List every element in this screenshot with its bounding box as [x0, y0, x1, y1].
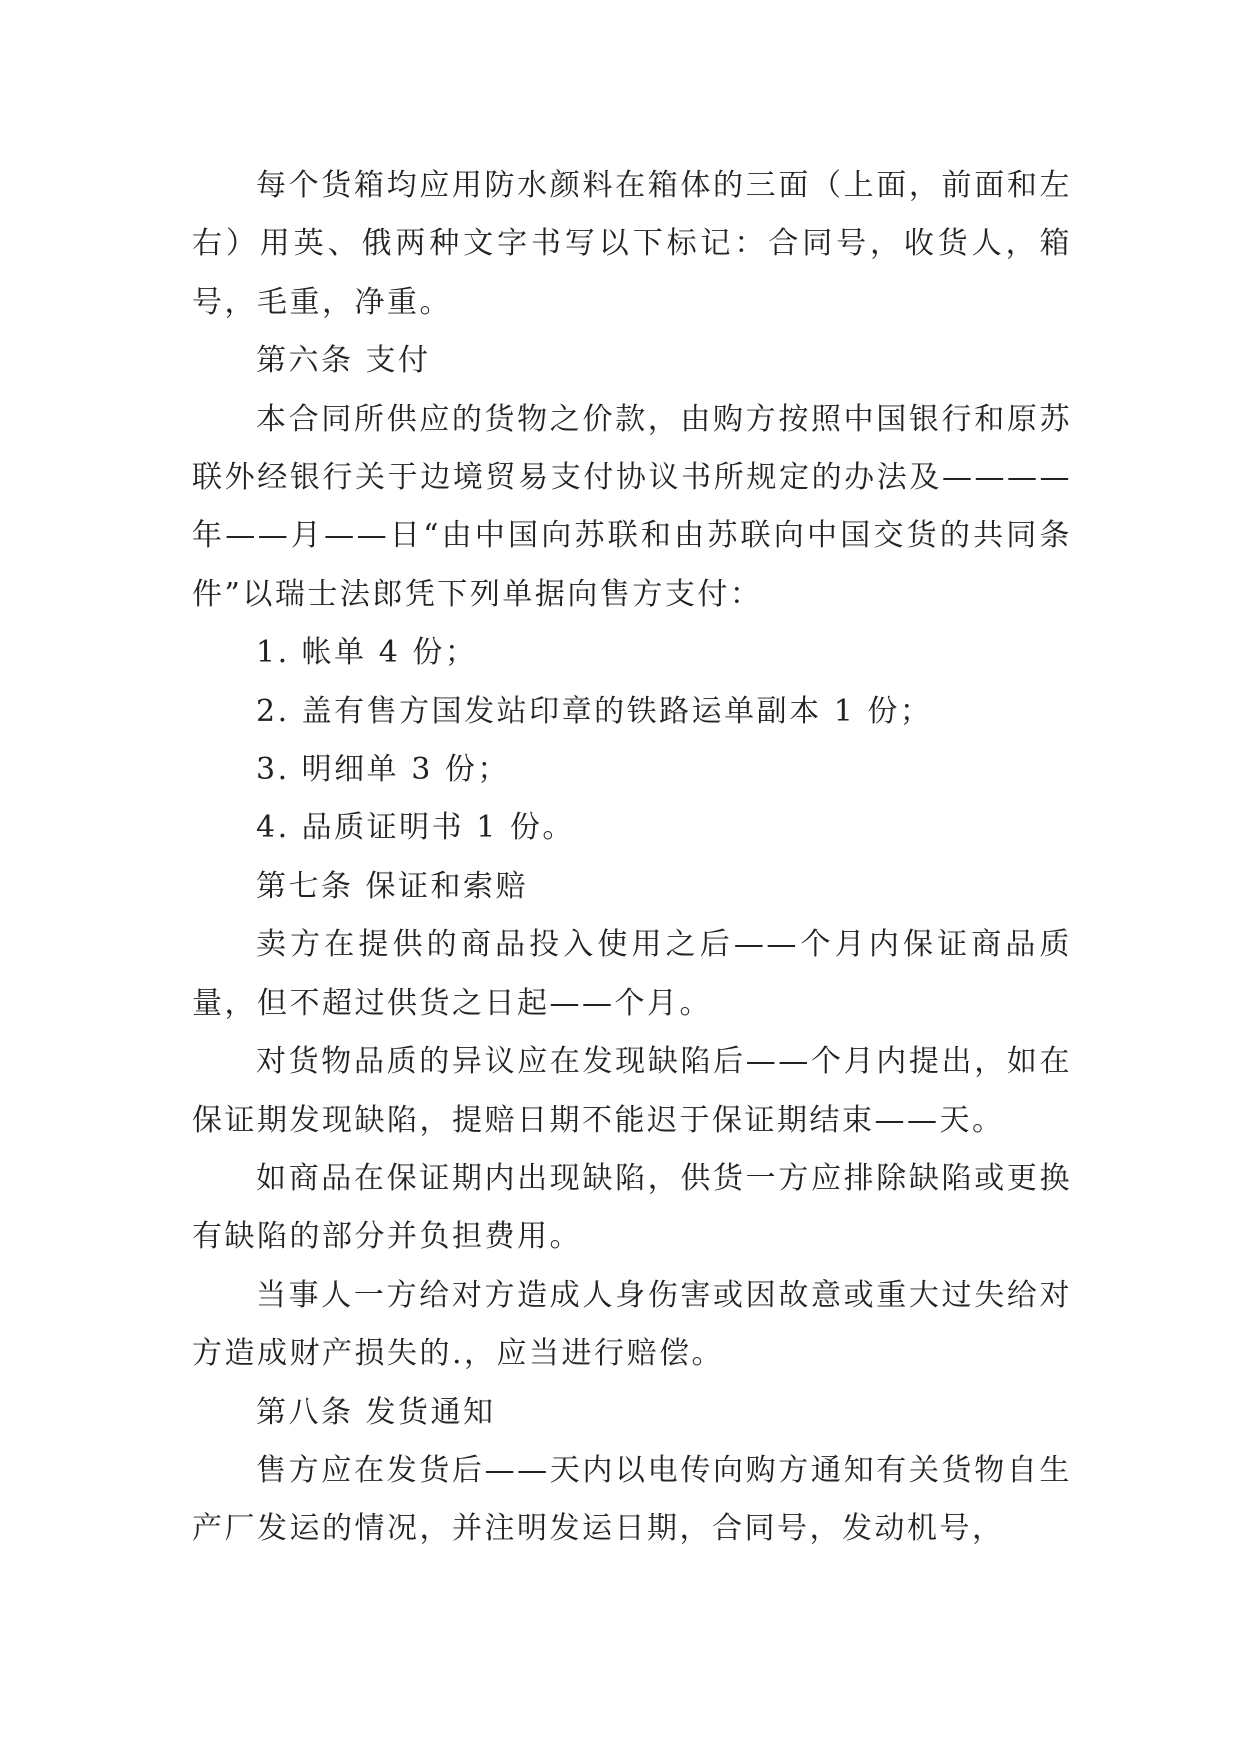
- paragraph-warranty-period: 卖方在提供的商品投入使用之后——个月内保证商品质量，但不超过供货之日起——个月。: [192, 927, 1072, 1021]
- heading-article-8-shipping-notice: 第八条 发货通知: [256, 1394, 496, 1430]
- list-item-packing-list: 3. 明细单 3 份；: [256, 752, 510, 788]
- list-item-railway-waybill: 2. 盖有售方国发站印章的铁路运单副本 1 份；: [256, 693, 933, 729]
- list-item-invoice: 1. 帐单 4 份；: [256, 635, 478, 671]
- heading-article-6-payment: 第六条 支付: [256, 343, 431, 379]
- paragraph-box-marking: 每个货箱均应用防水颜料在箱体的三面（上面，前面和左右）用英、俄两种文字书写以下标记：合同号，收货人，箱号，毛重，净重。: [192, 168, 1072, 320]
- document-body: [192, 157, 1072, 1559]
- heading-article-7-warranty: 第七条 保证和索赔: [256, 868, 529, 904]
- paragraph-defect-remedy: 如商品在保证期内出现缺陷，供货一方应排除缺陷或更换有缺陷的部分并负担费用。: [192, 1160, 1072, 1255]
- list-item-quality-certificate: 4. 品质证明书 1 份。: [256, 810, 575, 846]
- paragraph-quality-objection: 对货物品质的异议应在发现缺陷后——个月内提出，如在保证期发现缺陷，提赔日期不能迟于保证期结束——天。: [192, 1044, 1072, 1138]
- paragraph-payment-terms: 本合同所供应的货物之价款，由购方按照中国银行和原苏联外经银行关于边境贸易支付协议书所规定的办法及————年——月——日“由中国向苏联和由苏联向中国交货的共同条件”以瑞士法郎凭下列单据向售方支付：: [192, 401, 1072, 612]
- paragraph-compensation: 当事人一方给对方造成人身伤害或因故意或重大过失给对方造成财产损失的.，应当进行赔偿。: [192, 1277, 1072, 1372]
- paragraph-shipping-notice: 售方应在发货后——天内以电传向购方通知有关货物自生产厂发运的情况，并注明发运日期，合同号，发动机号，: [192, 1452, 1072, 1547]
